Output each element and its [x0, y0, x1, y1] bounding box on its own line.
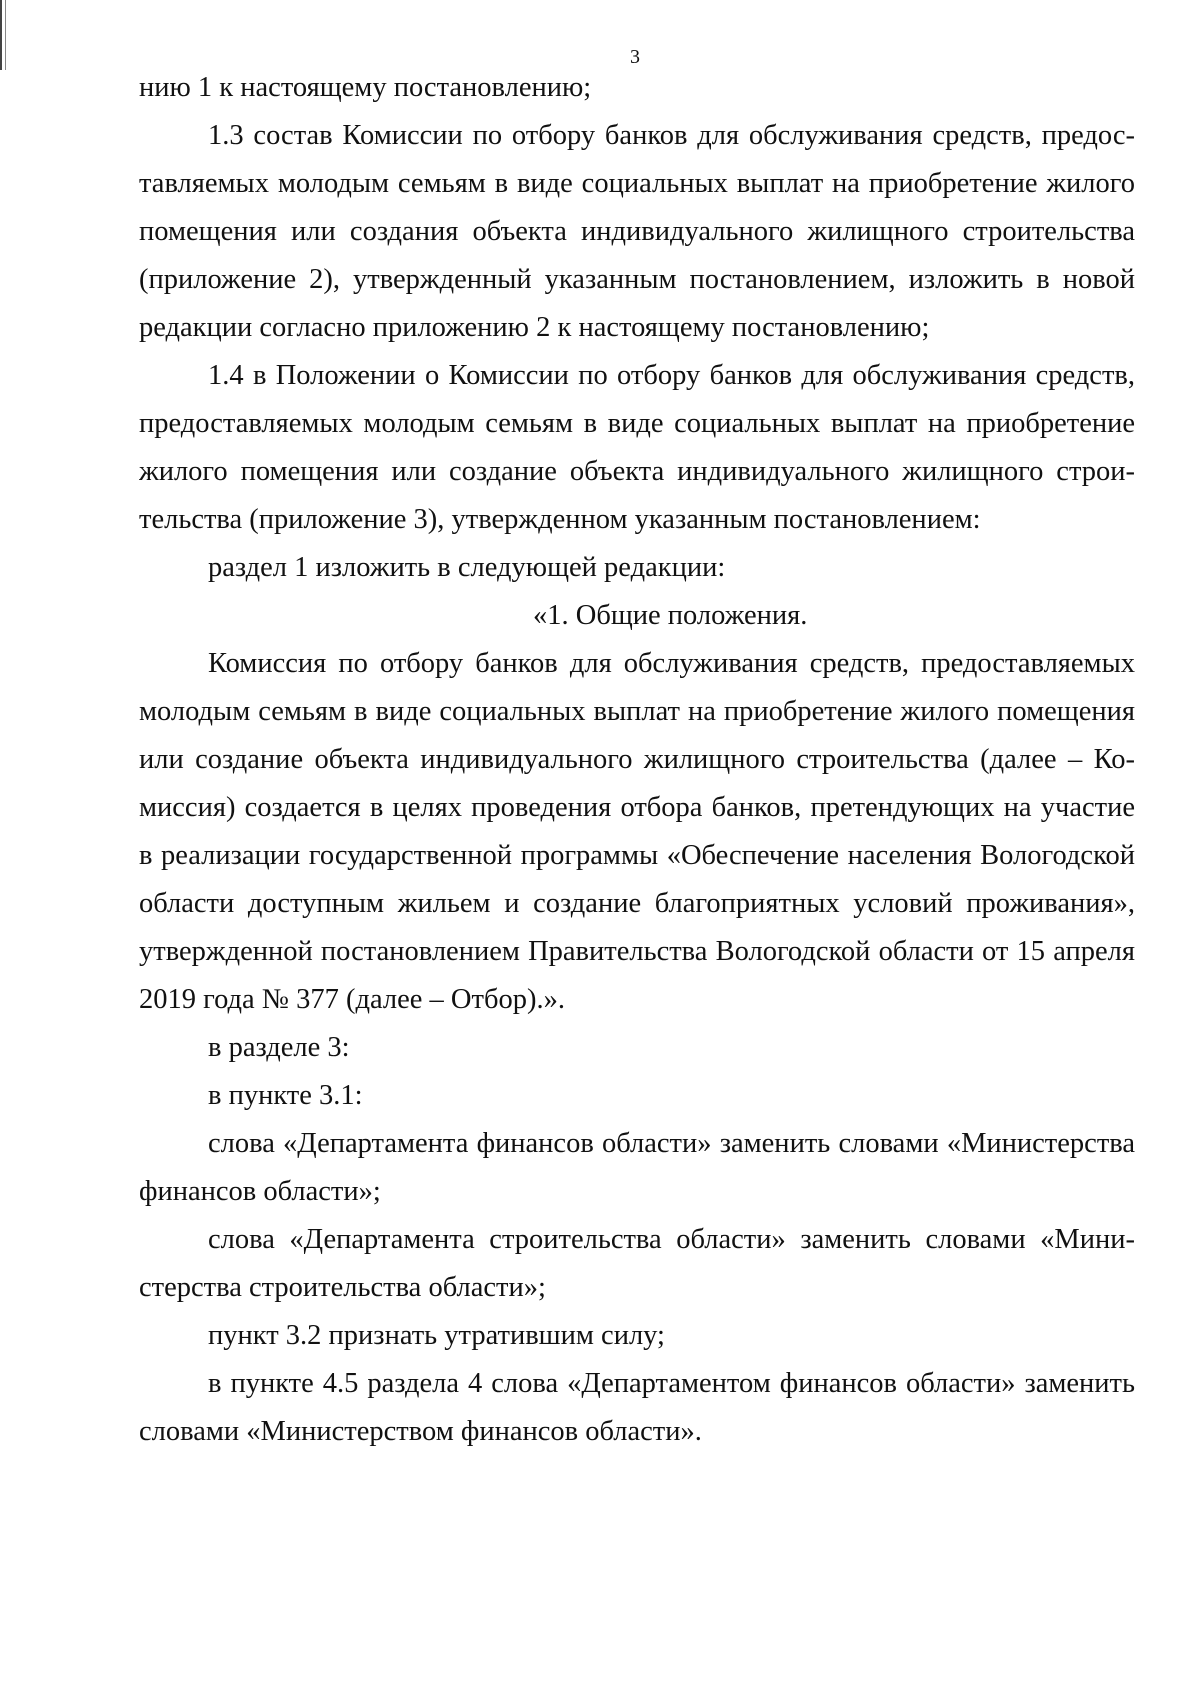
text-line: словами «Министерством финансов области». — [139, 1416, 702, 1447]
text-line: миссия) создается в целях проведения отбора банков, претендующих на участие — [139, 792, 1135, 823]
document-body — [139, 64, 1135, 1456]
text-line: слова «Департамента строительства области» заменить словами «Мини- — [208, 1224, 1135, 1255]
text-line: нию 1 к настоящему постановлению; — [139, 72, 592, 103]
text-line: в пункте 3.1: — [208, 1080, 363, 1111]
text-line: пункт 3.2 признать утратившим силу; — [208, 1320, 665, 1351]
text-line: в реализации государственной программы «Обеспечение населения Вологодской — [139, 840, 1135, 871]
text-line: молодым семьям в виде социальных выплат на приобретение жилого помещения — [139, 696, 1135, 727]
text-line: или создание объекта индивидуального жилищного строительства (далее – Ко- — [139, 744, 1135, 775]
text-line: редакции согласно приложению 2 к настоящему постановлению; — [139, 312, 930, 343]
text-line: раздел 1 изложить в следующей редакции: — [208, 552, 726, 583]
text-line: в пункте 4.5 раздела 4 слова «Департаментом финансов области» заменить — [208, 1368, 1135, 1399]
text-line: в разделе 3: — [208, 1032, 350, 1063]
page-number: 3 — [630, 46, 640, 68]
text-line: помещения или создания объекта индивидуального жилищного строительства — [139, 216, 1135, 247]
text-line: слова «Департамента финансов области» заменить словами «Министерства — [208, 1128, 1135, 1159]
scan-edge-mark — [0, 0, 6, 70]
text-line: стерства строительства области»; — [139, 1272, 546, 1303]
text-line: финансов области»; — [139, 1176, 381, 1207]
text-line: тельства (приложение 3), утвержденном указанным постановлением: — [139, 504, 981, 535]
text-line: жилого помещения или создание объекта индивидуального жилищного строи- — [139, 456, 1135, 487]
text-line: Комиссия по отбору банков для обслуживания средств, предоставляемых — [208, 648, 1135, 679]
text-line: области доступным жильем и создание благоприятных условий проживания», — [139, 888, 1135, 919]
text-line: 1.3 состав Комиссии по отбору банков для обслуживания средств, предос- — [208, 120, 1135, 151]
text-line: утвержденной постановлением Правительства Вологодской области от 15 апреля — [139, 936, 1135, 967]
text-line: предоставляемых молодым семьям в виде социальных выплат на приобретение — [139, 408, 1135, 439]
text-line: (приложение 2), утвержденный указанным постановлением, изложить в новой — [139, 264, 1135, 295]
text-line: тавляемых молодым семьям в виде социальных выплат на приобретение жилого — [139, 168, 1135, 199]
section-heading: «1. Общие положения. — [533, 600, 808, 631]
text-line: 1.4 в Положении о Комиссии по отбору банков для обслуживания средств, — [208, 360, 1135, 391]
text-line: 2019 года № 377 (далее – Отбор).». — [139, 984, 565, 1015]
